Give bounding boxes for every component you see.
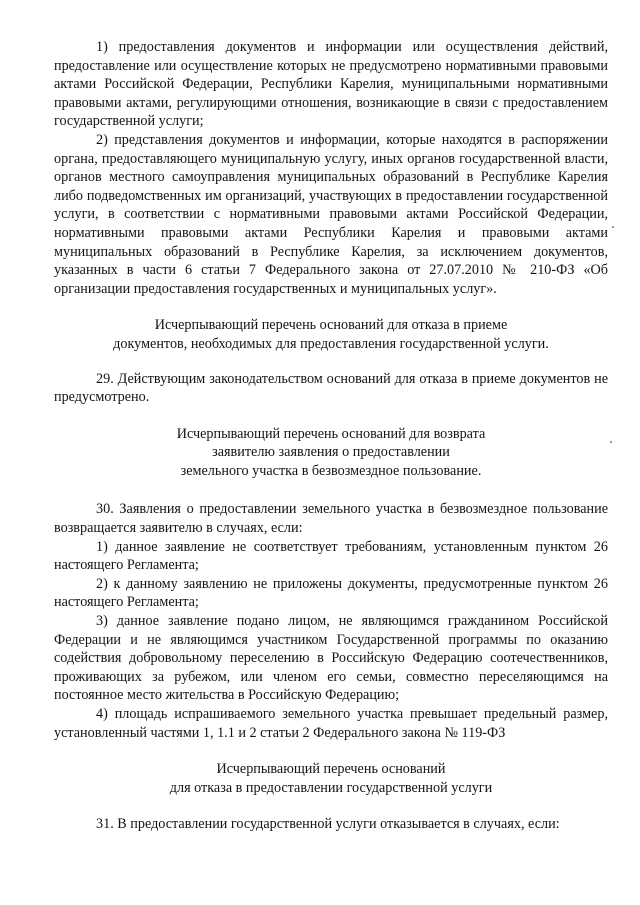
heading-line: документов, необходимых для предоставления государственной услуги.: [113, 335, 549, 352]
document-page: [54, 38, 608, 834]
section-heading-refusal-reception: [54, 316, 608, 353]
heading-line: земельного участка в безвозмездное пользование.: [180, 462, 482, 479]
heading-line: для отказа в предоставлении государственной услуги: [169, 779, 493, 796]
paragraph-31: 31. В предоставлении государственной услуги отказывается в случаях, если:: [96, 816, 560, 833]
paragraph-29: 29. Действующим законодательством оснований для отказа в приеме документов не предусмотрено.: [54, 370, 608, 406]
paragraph-30-item-2: 2) к данному заявлению не приложены документы, предусмотренные пунктом 26 настоящего Регламента;: [54, 575, 608, 611]
paragraph-30-item-1: 1) данное заявление не соответствует требованиям, установленным пунктом 26 настоящего Регламента;: [54, 538, 608, 574]
paragraph-30-item-4: 4) площадь испрашиваемого земельного участка превышает предельный размер, установленный частями 1, 1.1 и 2 статьи 2 Федерального закона № 119-ФЗ: [54, 706, 608, 741]
heading-line: заявителю заявления о предоставлении: [212, 444, 450, 461]
heading-line: Исчерпывающий перечень оснований: [216, 761, 446, 778]
scan-speck: [612, 226, 614, 228]
heading-line: Исчерпывающий перечень оснований для возврата: [176, 425, 486, 442]
scan-speck: [610, 441, 612, 443]
paragraph-28-item-1: 1) предоставления документов и информации или осуществления действий, предоставление или осуществление которых не предусмотрено нормативными правовыми актами Российской Федерации, Республики Карелия, муниципальными нормативными правовыми актами, регулирующими отношения, возникающие в связи с предоставлением государственной услуги;: [54, 39, 608, 130]
heading-line: Исчерпывающий перечень оснований для отказа в приеме: [154, 317, 508, 334]
paragraph-28-item-2: 2) представления документов и информации, которые находятся в распоряжении органа, предоставляющего муниципальную услугу, иных органов государственной власти, органов местного самоуправления муниципальных образований в Республике Карелия либо подведомственных им организаций, участвующих в предоставлении государственной услуги, в соответствии с нормативными правовыми актами Российской Федерации, нормативными правовыми актами Республики Карелия и правовыми актами муниципальных образований в Республике Карелия, за исключением документов, указанных в части 6 статьи 7 Федерального закона от 27.07.2010 № 210-ФЗ «Об организации предоставления государственных и муниципальных услуг».: [54, 131, 608, 297]
paragraph-30: 30. Заявления о предоставлении земельного участка в безвозмездное пользование возвращается заявителю в случаях, если:: [54, 501, 608, 537]
section-heading-return: [54, 425, 608, 481]
paragraph-30-item-3: 3) данное заявление подано лицом, не являющимся гражданином Российской Федерации и не являющимся участником Государственной программы по оказанию содействия добровольному переселению в Российскую Федерацию соотечественников, проживающих за рубежом, или членом его семьи, совместно переселяющимся на постоянное место жительства в Российскую Федерацию;: [54, 613, 608, 704]
section-heading-refusal-service: [54, 760, 608, 797]
